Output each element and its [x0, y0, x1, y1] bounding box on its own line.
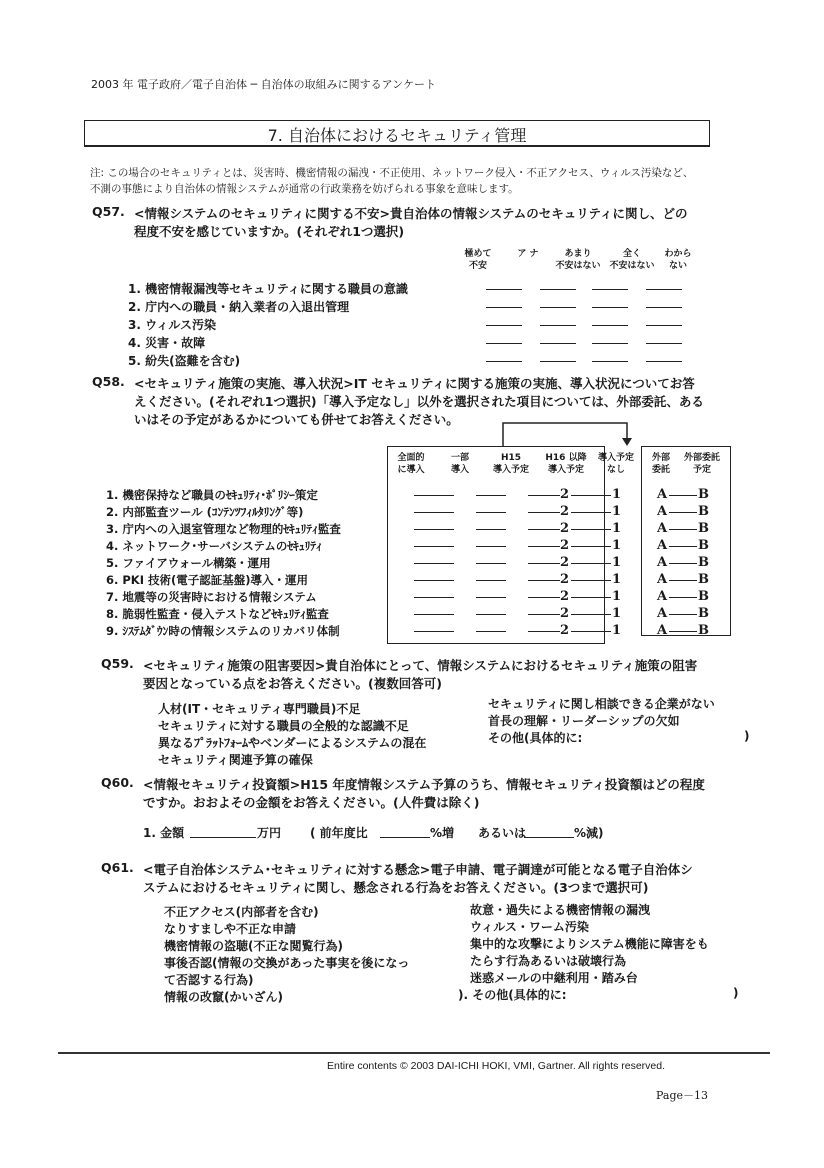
q57-answer-blank[interactable]: [646, 289, 682, 290]
q57-col-2: ア ナ: [517, 249, 539, 259]
q60-number: Q60.: [101, 775, 134, 790]
q57-answer-blank[interactable]: [592, 289, 628, 290]
q58-answer-blank[interactable]: [476, 529, 506, 530]
q58-answer-blank[interactable]: [476, 546, 506, 547]
q58-answer-blank[interactable]: [414, 597, 454, 598]
q58-answer-blank[interactable]: [414, 563, 454, 564]
q60-amount-unit: 万円: [257, 826, 282, 840]
q58-code-b[interactable]: B: [698, 589, 709, 604]
q58-col-5: 導入予定 なし: [597, 453, 634, 475]
copyright: Entire contents © 2003 DAI-ICHI HOKI, VMI, Gartner. All rights reserved.: [327, 1060, 666, 1072]
q60-increase-field[interactable]: [380, 837, 430, 838]
q58-code-a[interactable]: A: [657, 589, 668, 604]
q58-answer-blank[interactable]: [414, 495, 454, 496]
q58-code-a[interactable]: A: [657, 504, 668, 519]
q58-connector-line: [571, 495, 611, 496]
q57-answer-blank[interactable]: [486, 325, 522, 326]
q59-option[interactable]: 首長の理解・リーダーシップの欠如: [488, 714, 680, 728]
q58-answer-blank[interactable]: [528, 631, 560, 632]
q58-code-1[interactable]: 1: [612, 572, 622, 587]
q59-text-line-1: <セキュリティ施策の阻害要因>貴自治体にとって、情報システムにおけるセキュリティ施策の阻害: [143, 658, 698, 673]
q58-code-2[interactable]: 2: [560, 623, 570, 638]
q58-connector-line: [571, 597, 611, 598]
q57-answer-blank[interactable]: [486, 307, 522, 308]
q58-answer-blank[interactable]: [528, 563, 560, 564]
q61-option[interactable]: ). その他(具体的に:: [458, 988, 567, 1002]
q59-text-line-2: 要因となっている点をお答えください。(複数回答可): [143, 676, 442, 691]
q59-option-other[interactable]: その他(具体的に:: [488, 731, 583, 745]
q57-answer-blank[interactable]: [540, 343, 576, 344]
q58-item: 7. 地震等の災害時における情報システム: [106, 590, 317, 604]
q61-option[interactable]: ウィルス・ワーム汚染: [470, 920, 589, 934]
q59-option[interactable]: 人材(IT・セキュリティ専門職員)不足: [158, 702, 361, 716]
q58-code-2[interactable]: 2: [560, 504, 570, 519]
q57-item-1: 1. 機密情報漏洩等セキュリティに関する職員の意識: [128, 282, 408, 296]
q60-or-label: あるいは: [478, 826, 527, 840]
q58-answer-blank[interactable]: [414, 512, 454, 513]
q61-option[interactable]: て否認する行為): [164, 973, 254, 987]
q58-outsource-connector: [669, 546, 697, 547]
q58-code-b[interactable]: B: [698, 606, 709, 621]
q57-number: Q57.: [92, 204, 125, 219]
q58-item: 8. 脆弱性監査・侵入テストなどｾｷｭﾘﾃｨ監査: [106, 607, 329, 621]
q58-outsource-connector: [669, 631, 697, 632]
q58-code-2[interactable]: 2: [560, 538, 570, 553]
q58-answer-blank[interactable]: [414, 631, 454, 632]
q57-answer-blank[interactable]: [592, 343, 628, 344]
q58-number: Q58.: [92, 374, 125, 389]
q58-col-3: H15 導入予定: [492, 453, 529, 475]
q59-option[interactable]: 異なるﾌﾟﾗｯﾄﾌｫｰﾑやベンダーによるシステムの混在: [158, 736, 427, 750]
q57-answer-blank[interactable]: [486, 289, 522, 290]
q58-answer-blank[interactable]: [414, 580, 454, 581]
q61-option[interactable]: 事後否認(情報の交換があった事実を後になっ: [164, 956, 410, 970]
q58-code-1[interactable]: 1: [612, 504, 622, 519]
page-number: Page－13: [656, 1089, 709, 1102]
q57-col-4: 全く 不安はない: [609, 249, 655, 271]
q58-outsource-connector: [669, 597, 697, 598]
q61-text-line-2: ステムにおけるセキュリティに関し、懸念される行為をお答えください。(3つまで選択可): [143, 880, 649, 895]
section-title-box: [84, 120, 710, 147]
q59-option[interactable]: セキュリティに関し相談できる企業がない: [488, 697, 715, 711]
q58-text-line-3: いはその予定があるかについても併せてお答えください。: [134, 412, 459, 427]
q61-option[interactable]: 不正アクセス(内部者を含む): [164, 905, 319, 919]
q58-answer-blank[interactable]: [476, 597, 506, 598]
q58-text-line-2: えください。(それぞれ1つ選択)「導入予定なし」以外を選択された項目については、外部委託、ある: [134, 394, 704, 409]
q58-code-2[interactable]: 2: [560, 487, 570, 502]
q61-number: Q61.: [101, 860, 134, 875]
q57-text-line-2: 程度不安を感じていますか。(それぞれ1つ選択): [134, 224, 405, 239]
q58-col-1: 全面的 に導入: [397, 453, 425, 475]
q57-answer-blank[interactable]: [646, 343, 682, 344]
document-header: 2003 年 電子政府／電子自治体 ─ 自治体の取組みに関するアンケート: [91, 78, 436, 91]
q58-answer-blank[interactable]: [414, 546, 454, 547]
q58-outsource-connector: [669, 614, 697, 615]
q61-option[interactable]: 迷惑メールの中継利用・踏み台: [470, 971, 638, 985]
q57-item-5: 5. 紛失(盗難を含む): [128, 354, 241, 368]
q57-answer-blank[interactable]: [592, 361, 628, 362]
q58-connector-line: [571, 563, 611, 564]
q57-answer-blank[interactable]: [540, 325, 576, 326]
q60-decrease-label: %減): [574, 826, 604, 840]
q58-code-a[interactable]: A: [657, 521, 668, 536]
q58-answer-blank[interactable]: [528, 597, 560, 598]
q57-item-4: 4. 災害・故障: [128, 336, 206, 350]
q58-code-b[interactable]: B: [698, 572, 709, 587]
q58-code-1[interactable]: 1: [612, 606, 622, 621]
q57-answer-blank[interactable]: [646, 361, 682, 362]
q60-text-line-1: <情報セキュリティ投資額>H15 年度情報システム予算のうち、情報セキュリティ投資額はどの程度: [143, 777, 705, 792]
q58-answer-blank[interactable]: [476, 512, 506, 513]
q58-answer-blank[interactable]: [476, 580, 506, 581]
q60-increase-label: %増: [430, 826, 455, 840]
q58-item: 1. 機密保持など職員のｾｷｭﾘﾃｨ･ﾎﾟﾘｼｰ策定: [106, 488, 318, 502]
q57-answer-blank[interactable]: [646, 307, 682, 308]
q58-connector-line: [571, 580, 611, 581]
note-line-1: 注: この場合のセキュリティとは、災害時、機密情報の漏洩・不正使用、ネットワーク侵入・不正アクセス、ウィルス汚染など、: [90, 167, 694, 179]
q57-item-2: 2. 庁内への職員・納入業者の入退出管理: [128, 300, 350, 314]
q60-text-line-2: ですか。おおよその金額をお答えください。(人件費は除く): [143, 795, 480, 810]
note-line-2: 不測の事態により自治体の情報システムが通常の行政業務を妨げられる事象を意味します。: [90, 183, 519, 195]
q58-answer-blank[interactable]: [528, 512, 560, 513]
q58-code-a[interactable]: A: [657, 572, 668, 587]
q58-connector-line: [571, 614, 611, 615]
q61-option[interactable]: たらす行為あるいは破壊行為: [470, 954, 627, 968]
q58-answer-blank[interactable]: [528, 495, 560, 496]
q60-amount-field[interactable]: [190, 837, 256, 838]
q58-code-a[interactable]: A: [657, 606, 668, 621]
q58-answer-blank[interactable]: [476, 563, 506, 564]
q60-decrease-field[interactable]: [524, 837, 574, 838]
q58-outsource-col-2: 外部委託 予定: [683, 453, 720, 475]
q58-item: 4. ネットワーク･サーバシステムのｾｷｭﾘﾃｨ: [106, 539, 322, 553]
q58-code-b[interactable]: B: [698, 504, 709, 519]
q58-answer-blank[interactable]: [414, 614, 454, 615]
connector-arrow-icon: [490, 418, 640, 448]
q57-answer-blank[interactable]: [592, 307, 628, 308]
q58-answer-blank[interactable]: [414, 529, 454, 530]
q58-outsource-connector: [669, 495, 697, 496]
q58-item: 3. 庁内への入退室管理など物理的ｾｷｭﾘﾃｨ監査: [106, 522, 341, 536]
q61-text-line-1: <電子自治体システム･セキュリティに対する懸念>電子申請、電子調達が可能となる電子自治体シ: [143, 862, 693, 877]
q58-outsource-connector: [669, 512, 697, 513]
q58-answer-blank[interactable]: [528, 614, 560, 615]
q58-connector-line: [571, 546, 611, 547]
q58-outsource-connector: [669, 529, 697, 530]
q58-code-2[interactable]: 2: [560, 555, 570, 570]
q58-code-b[interactable]: B: [698, 487, 709, 502]
q57-item-3: 3. ウィルス汚染: [128, 318, 217, 332]
q58-answer-blank[interactable]: [528, 580, 560, 581]
q61-option[interactable]: 情報の改竄(かいざん): [164, 990, 283, 1004]
q57-col-3: あまり 不安はない: [555, 249, 601, 271]
section-title: 7. 自治体におけるセキュリティ管理: [267, 126, 527, 145]
q58-col-2: 一部 導入: [450, 453, 469, 475]
q61-option[interactable]: なりすましや不正な申請: [164, 922, 297, 936]
q58-text-line-1: <セキュリティ施策の実施、導入状況>IT セキュリティに関する施策の実施、導入状況についてお答: [134, 376, 695, 391]
q58-code-b[interactable]: B: [698, 538, 709, 553]
q58-outsource-col-1: 外部 委託: [651, 453, 670, 475]
q58-code-b[interactable]: B: [698, 521, 709, 536]
q57-col-5: わから ない: [664, 249, 692, 271]
q58-code-1[interactable]: 1: [612, 521, 622, 536]
q61-option[interactable]: 機密情報の盗聴(不正な閲覧行為): [164, 939, 343, 953]
q61-close-paren: ): [733, 986, 739, 1000]
q58-answer-blank[interactable]: [476, 631, 506, 632]
q58-code-1[interactable]: 1: [612, 487, 622, 502]
q60-ratio-label: ( 前年度比: [310, 826, 368, 840]
q58-answer-blank[interactable]: [476, 614, 506, 615]
q59-option[interactable]: セキュリティ関連予算の確保: [158, 753, 313, 767]
q58-connector-line: [571, 512, 611, 513]
q61-option[interactable]: 集中的な攻撃によりシステム機能に障害をも: [470, 937, 709, 951]
footer-rule: [58, 1052, 770, 1054]
q58-code-a[interactable]: A: [657, 538, 668, 553]
q57-col-1: 極めて 不安: [464, 249, 492, 271]
q58-code-1[interactable]: 1: [612, 623, 622, 638]
q58-code-a[interactable]: A: [657, 555, 668, 570]
q58-answer-blank[interactable]: [528, 529, 560, 530]
q58-code-1[interactable]: 1: [612, 538, 622, 553]
q58-code-2[interactable]: 2: [560, 606, 570, 621]
q58-code-1[interactable]: 1: [612, 589, 622, 604]
q58-col-4: H16 以降 導入予定: [545, 453, 587, 475]
q58-item: 6. PKI 技術(電子認証基盤)導入・運用: [106, 573, 309, 587]
q60-amount-label: 1. 金額: [143, 826, 185, 840]
q58-item: 2. 内部監査ツール (ｺﾝﾃﾝﾂﾌｨﾙﾀﾘﾝｸﾞ等): [106, 505, 304, 519]
q58-answer-blank[interactable]: [528, 546, 560, 547]
q58-code-a[interactable]: A: [657, 487, 668, 502]
q58-code-2[interactable]: 2: [560, 572, 570, 587]
q58-code-a[interactable]: A: [657, 623, 668, 638]
q57-answer-blank[interactable]: [646, 325, 682, 326]
q57-answer-blank[interactable]: [540, 307, 576, 308]
q57-text-line-1: <情報システムのセキュリティに関する不安>貴自治体の情報システムのセキュリティに関し、どの: [134, 206, 688, 221]
q57-answer-blank[interactable]: [486, 343, 522, 344]
q59-number: Q59.: [101, 656, 134, 671]
q58-code-2[interactable]: 2: [560, 589, 570, 604]
q57-answer-blank[interactable]: [540, 289, 576, 290]
q58-outsource-connector: [669, 580, 697, 581]
q59-close-paren: ): [744, 729, 750, 743]
q59-option[interactable]: セキュリティに対する職員の全般的な認識不足: [158, 719, 409, 733]
q58-connector-line: [571, 631, 611, 632]
q57-answer-blank[interactable]: [486, 361, 522, 362]
q58-code-b[interactable]: B: [698, 555, 709, 570]
q58-outsource-connector: [669, 563, 697, 564]
q58-code-2[interactable]: 2: [560, 521, 570, 536]
q57-answer-blank[interactable]: [592, 325, 628, 326]
q58-code-b[interactable]: B: [698, 623, 709, 638]
q57-answer-blank[interactable]: [540, 361, 576, 362]
q58-item: 9. ｼｽﾃﾑﾀﾞｳﾝ時の情報システムのリカバリ体制: [106, 624, 340, 638]
q58-item: 5. ファイアウォール構築・運用: [106, 556, 271, 570]
q61-option[interactable]: 故意・過失による機密情報の漏洩: [470, 903, 651, 917]
q58-answer-blank[interactable]: [476, 495, 506, 496]
q58-connector-line: [571, 529, 611, 530]
q58-code-1[interactable]: 1: [612, 555, 622, 570]
